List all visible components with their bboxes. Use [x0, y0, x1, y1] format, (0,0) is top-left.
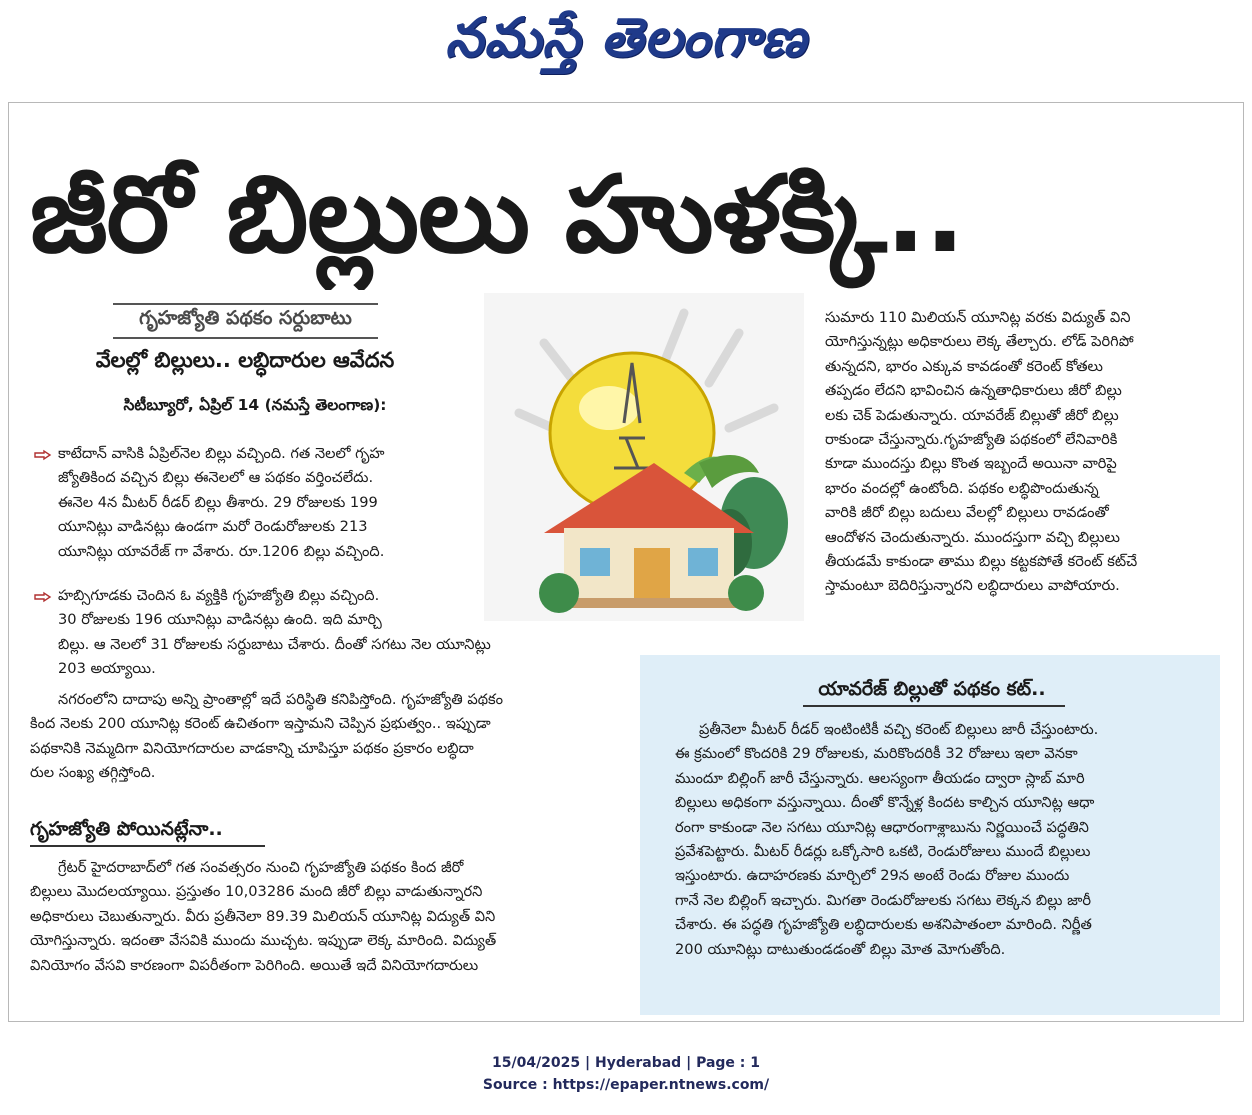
right-column-text — [825, 306, 1220, 599]
box-line: ముందూ బిల్లింగ్ జారీ చేస్తున్నారు. ఆలస్యంగా తీయడం ద్వారా స్లాబ్ మారి — [675, 769, 1085, 787]
section2-line: అధికారులు చెబుతున్నారు. వీరు ప్రతీనెలా 89.39 మిలియన్ యూనిట్ల విద్యుత్ విని — [30, 907, 496, 925]
footer-source-line[interactable]: Source : https://epaper.ntnews.com/ — [482, 1077, 770, 1093]
right-line: రాకుండా చేస్తున్నారు.గృహజ్యోతి పథకంలో లేనివారికి — [825, 431, 1118, 449]
section-underline — [30, 845, 265, 847]
right-line: తున్నదని, భారం ఎక్కువ కావడంతో కరెంట్ కోతలు — [825, 357, 1103, 375]
frame-right-line — [1243, 102, 1244, 1022]
right-line: లకు చెక్ పెడుతున్నారు. యావరేజ్ బిల్లుతో జీరో బిల్లు — [825, 406, 1119, 424]
bullet-1-line: జ్యోతికింద వచ్చిన బిల్లు ఈనెలలో ఆ పథకం వర్తించలేదు. — [58, 469, 374, 487]
bullet-1-line: కాటేదాన్ వాసికి ఏప్రిల్‌నెల బిల్లు వచ్చింది. గత నెలలో గృహ — [58, 445, 385, 462]
bullet-2-line: హబ్సిగూడకు చెందిన ఓ వ్యక్తికి గృహజ్యోతి బిల్లు వచ్చింది. — [58, 587, 380, 604]
bullet-1-line: యూనిట్లు యావరేజ్ గా వేశారు. రూ.1206 బిల్లు వచ్చింది. — [58, 542, 385, 560]
bullet-2-line: బిల్లు. ఆ నెలలో 31 రోజులకు సర్దుబాటు చేశారు. దీంతో సగటు నెల యూనిట్లు — [58, 635, 491, 653]
footer-date-line: 15/04/2025 | Hyderabad | Page : 1 — [491, 1055, 761, 1071]
bullet-1-line: ఈనెల 4న మీటర్ రీడర్ బిల్లు తీశారు. 29 రోజులకు 199 — [58, 493, 378, 511]
bullet-2-line: 203 అయ్యాయి. — [58, 660, 156, 678]
right-line: యోగిస్తున్నట్లు అధికారులు లెక్క తేల్చారు. లోడ్ పెరిగిపో — [825, 333, 1134, 351]
frame-top-line — [8, 102, 1244, 103]
footer — [0, 1052, 1252, 1096]
box-line: 200 యూనిట్లు దాటుతుండడంతో బిల్లు మోత మోగుతోంది. — [675, 940, 1006, 958]
kicker: గృహజ్యోతి పథకం సర్దుబాటు — [113, 303, 378, 339]
section2-line: బిల్లులు మొదలయ్యాయి. ప్రస్తుతం 10,03286 మంది జీరో బిల్లు వాడుతున్నారని — [30, 883, 483, 901]
paragraph-line: నగరంలోని దాదాపు అన్ని ప్రాంతాల్లో ఇదే పరిస్థితి కనిపిస్తోంది. గృహజ్యోతి పథకం — [58, 691, 504, 708]
box-line: బిల్లులు అధికంగా వస్తున్నాయి. దీంతో కొన్నేళ్ల కిందట కాల్చిన యూనిట్ల ఆధా — [675, 794, 1095, 812]
box-line: ప్రవేశపెట్టారు. మీటర్ రీడర్లు ఒక్కోసారి ఒకటి, రెండురోజులు ముందే బిల్లులు — [675, 843, 1091, 861]
right-line: వారికి జీరో బిల్లు బదులు వేలల్లో బిల్లులు రావడంతో — [825, 504, 1109, 522]
dateline: సిటీబ్యూరో, ఏప్రిల్ 14 (నమస్తే తెలంగాణ): — [123, 396, 387, 414]
section-heading: గృహజ్యోతి పోయినట్లేనా.. — [30, 818, 223, 840]
box-line: ప్రతీనెలా మీటర్ రీడర్ ఇంటింటికీ వచ్చి కరెంట్ బిల్లులు జారీ చేస్తుంటారు. — [699, 721, 1099, 738]
paragraph-line: పథకానికి నెమ్మదిగా వినియోగదారుల వాడకాన్ని చూపిస్తూ పథకం ప్రకారం లబ్ధిదా — [30, 739, 474, 757]
section2-line: యోగిస్తున్నారు. ఇదంతా వేసవికి ముందు ముచ్చట. ఇప్పుడా లెక్క మారింది. విద్యుత్ — [30, 932, 497, 950]
frame-left-line — [8, 102, 9, 1022]
box-line: ఈ క్రమంలో కొందరికి 29 రోజులకు, మరికొందరికీ 32 రోజులు ఇలా వెనకా — [675, 745, 1078, 763]
right-line: స్తామంటూ బెదిరిస్తున్నారని లబ్ధిదారులు వాపోయారు. — [825, 577, 1120, 595]
subhead: వేలల్లో బిల్లులు.. లబ్ధిదారుల ఆవేదన — [95, 348, 395, 372]
box-line: గానే నెల బిల్లింగ్ ఇచ్చారు. మిగతా రెండురోజులకు సగటు లెక్కన బిల్లు జారీ — [675, 891, 1092, 909]
lightbulb-house-illustration — [484, 293, 804, 621]
box-line: రంగా కాకుండా నెల సగటు యూనిట్ల ఆధారంగాశ్లాబును నిర్ణయించే పద్ధతిని — [675, 818, 1089, 836]
section2-text — [30, 856, 612, 978]
box-line: చేశారు. ఈ పద్ధతి గృహజ్యోతి లబ్ధిదారులకు అశనిపాతంలా మారింది. నిర్ణీత — [675, 916, 1092, 934]
right-line: తప్పడం లేదని భావించిన ఉన్నతాధికారులు జీరో బిల్లు — [825, 382, 1122, 400]
frame-bottom-line — [8, 1021, 1244, 1022]
bullet-paragraph-1 — [58, 442, 463, 564]
bullet-1-line: యూనిట్లు వాడినట్లు ఉండగా మరో రెండురోజులకు 213 — [58, 518, 368, 536]
bullet-2-line: 30 రోజులకు 196 యూనిట్లు వాడినట్లు ఉంది. ఇది మార్చి — [58, 611, 382, 629]
right-line: కూడా ముందస్తు బిల్లు కొంత ఇబ్బందే అయినా వారిపై — [825, 455, 1117, 473]
section2-line: గ్రేటర్ హైదరాబాద్‌లో గత సంవత్సరం నుంచి గృహజ్యోతి పథకం కింద జీరో — [58, 859, 464, 876]
sidebar-box-text — [675, 718, 1205, 962]
right-line: భారం వందల్లో ఉంటోంది. పథకం లబ్ధిపొందుతున్న — [825, 479, 1099, 497]
headline: జీరో బిల్లులు హుళక్కి.. — [30, 153, 965, 276]
left-paragraph — [30, 688, 612, 786]
box-line: ఇస్తుంటారు. ఉదాహరణకు మార్చిలో 29న అంటే రెండు రోజుల ముందు — [675, 867, 1070, 885]
paragraph-line: రుల సంఖ్య తగ్గిస్తోంది. — [30, 764, 156, 782]
section2-line: వినియోగం వేసవి కారణంగా విపరీతంగా పెరిగింది. అయితే ఇదే వినియోగదారులు — [30, 956, 479, 974]
sidebar-box-title-underline — [803, 705, 1065, 707]
paragraph-line: కింద నెలకు 200 యూనిట్ల కరెంట్ ఉచితంగా ఇస్తామని చెప్పిన ప్రభుత్వం.. ఇప్పుడా — [30, 715, 491, 733]
masthead-logo: నమస్తే తెలంగాణ — [445, 6, 807, 69]
hand-pointer-icon — [34, 588, 52, 602]
right-line: సుమారు 110 మిలియన్ యూనిట్ల వరకు విద్యుత్ విని — [825, 309, 1131, 326]
right-line: ఆందోళన చెందుతున్నారు. ముందస్తుగా వచ్చి బిల్లులు — [825, 528, 1120, 546]
sidebar-box-title: యావరేజ్ బిల్లుతో పథకం కట్.. — [818, 678, 1046, 700]
hand-pointer-icon — [34, 446, 52, 460]
right-line: తీయడమే కాకుండా తాము బిల్లు కట్టకపోతే కరెంట్ కట్‌చే — [825, 553, 1138, 571]
